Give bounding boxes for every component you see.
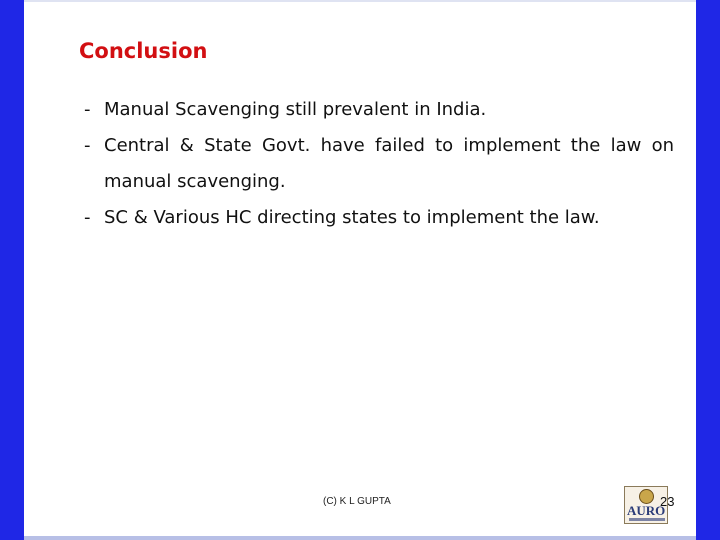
bullet-text: Manual Scavenging still prevalent in India. (104, 99, 487, 120)
bullet-marker: - (84, 207, 91, 228)
bullet-marker: - (84, 99, 91, 120)
bullet-text: SC & Various HC directing states to implement the law. (104, 207, 600, 228)
page-number: 23 (660, 494, 675, 509)
bullet-marker: - (84, 135, 91, 156)
bullet-list (84, 92, 674, 236)
top-edge-line (24, 0, 696, 2)
left-side-bar (0, 0, 24, 540)
footer-copyright: (C) K L GUPTA (323, 496, 391, 507)
logo-text: AURO (627, 503, 666, 518)
bullet-item (84, 92, 674, 128)
bullet-text: Central & State Govt. have failed to implement the law on manual scavenging. (104, 135, 674, 192)
bottom-edge-line (24, 536, 696, 540)
right-side-bar (696, 0, 720, 540)
slide-title: Conclusion (79, 39, 208, 63)
bullet-item (84, 128, 674, 200)
emblem-icon (639, 489, 654, 504)
bullet-item (84, 200, 674, 236)
logo-underline (629, 518, 665, 521)
